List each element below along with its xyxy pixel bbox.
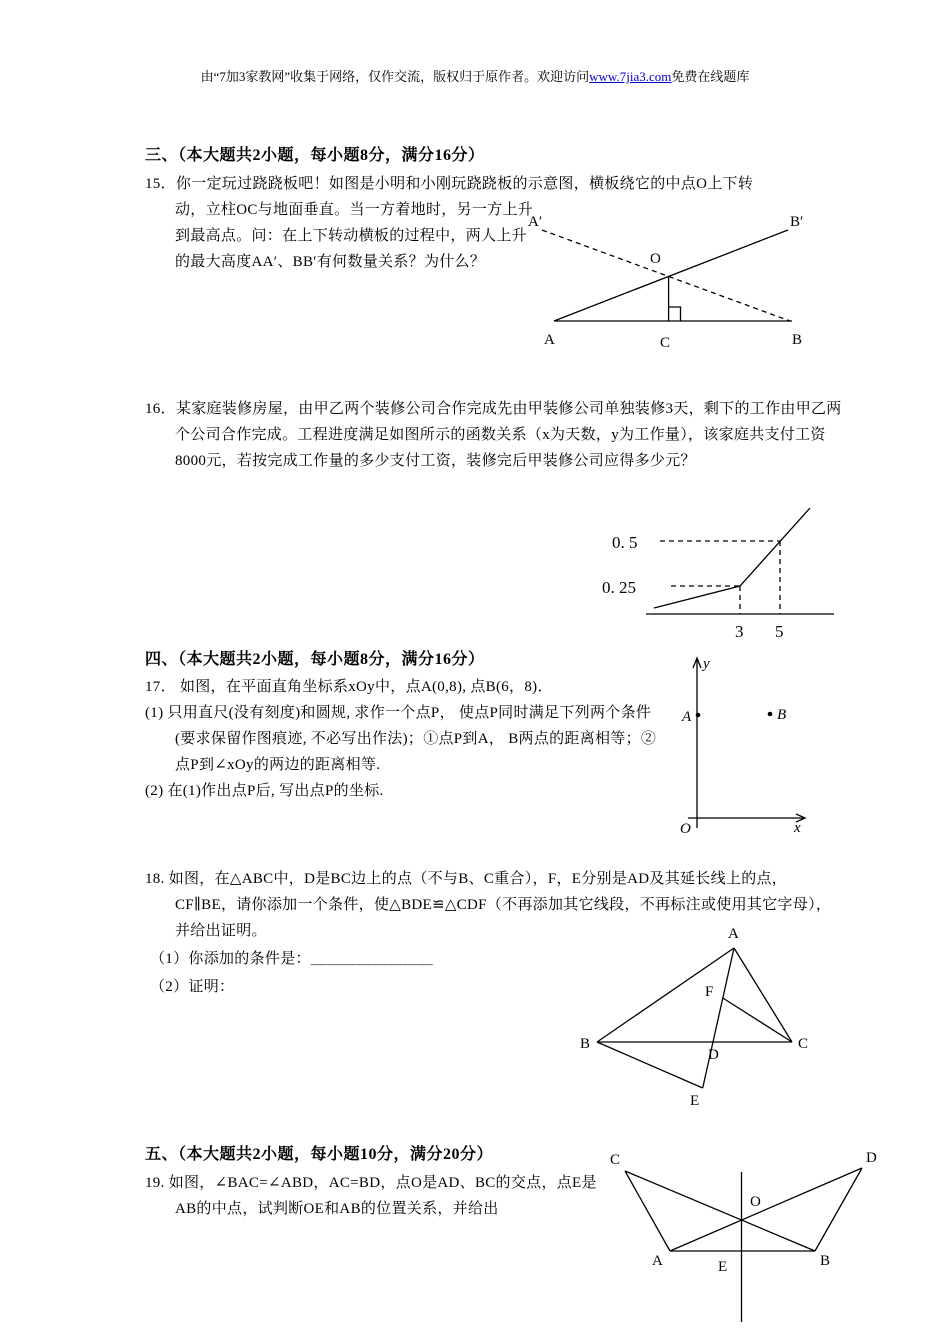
fig18-label-e: E	[690, 1093, 700, 1109]
figure-19-crossing-figure	[600, 1146, 900, 1331]
section-5-heading: 五、（本大题共2小题，每小题10分，满分20分）	[145, 1146, 494, 1163]
fig17-label-y: y	[703, 656, 710, 672]
fig17-point-b-dot	[768, 712, 773, 717]
problem-19-body: 19. 如图，∠BAC=∠ABD，AC=BD，点O是AD、BC的交点，点E是AB的中点，试判断OE和AB的位置关系，并给出	[145, 1175, 597, 1217]
fig18-label-c: C	[798, 1036, 809, 1052]
fig18-label-b: B	[580, 1036, 591, 1052]
fig18-line-cf	[723, 998, 792, 1042]
fig19-label-d: D	[866, 1150, 877, 1166]
problem-18-item1: （1）你添加的条件是：＿＿＿＿＿＿＿＿	[150, 951, 434, 967]
fig16-lines	[646, 508, 834, 614]
fig18-line-be	[597, 1042, 703, 1088]
fig19-line-cb	[625, 1171, 815, 1251]
fig18-line-ab	[597, 948, 734, 1042]
problem-17-line1: 17． 如图，在平面直角坐标系xOy中，点A(0,8), 点B(6，8)．	[145, 679, 553, 695]
figure-19-svg	[600, 1146, 900, 1331]
fig19-lines	[625, 1168, 862, 1322]
fig15-label-b: B	[792, 332, 803, 348]
fig15-lines	[542, 230, 792, 321]
fig15-right-angle-mark	[669, 307, 681, 321]
fig19-label-e: E	[718, 1259, 728, 1275]
problem-18-item2: （2）证明：	[150, 979, 235, 995]
figure-18-triangle	[572, 920, 827, 1120]
fig19-label-o: O	[750, 1194, 761, 1210]
document-header	[0, 66, 950, 85]
fig16-label-0-25: 0. 25	[602, 578, 636, 597]
problem-18-body: 18. 如图，在△ABC中，D是BC边上的点（不与B、C重合），F，E分别是AD及其延长线上的点，CF∥BE，请你添加一个条件，使△BDE≌△CDF（不再添加其它线段，不再标注或使用其它字母）， 并给出证明。	[145, 871, 832, 939]
figure-18-svg	[572, 920, 827, 1120]
fig18-lines	[597, 948, 792, 1088]
section-3-heading: 三、（本大题共2小题，每小题8分，满分16分）	[145, 147, 485, 164]
fig19-label-c: C	[610, 1152, 621, 1168]
fig18-line-ac	[734, 948, 792, 1042]
fig16-progress-line	[654, 508, 810, 608]
fig15-label-c: C	[660, 335, 671, 351]
figure-17-svg	[652, 648, 817, 846]
fig16-label-5: 5	[775, 622, 784, 641]
problem-15-body: 动，立柱OC与地面垂直。当一方着地时，另一方上升到最高点。问：在上下转动横板的过程中，两人上升的最大高度AA′、BB′有何数量关系？为什么？	[175, 202, 534, 270]
fig16-label-0-5: 0. 5	[612, 533, 638, 552]
fig19-line-ca	[625, 1171, 670, 1251]
problem-15-intro: 15．你一定玩过跷跷板吧！如图是小明和小刚玩跷跷板的示意图，横板绕它的中点O上下转	[145, 176, 754, 192]
fig17-label-a: A	[682, 709, 692, 725]
problem-17-item2: (2) 在(1)作出点P后, 写出点P的坐标.	[145, 783, 384, 799]
header-suffix-text: 免费在线题库	[671, 69, 750, 84]
figure-17-coordinate-plane	[652, 648, 817, 846]
figure-16-svg	[598, 496, 848, 648]
fig15-label-b-prime: B′	[790, 214, 804, 230]
fig17-label-b: B	[777, 707, 787, 723]
figure-15-svg	[522, 203, 822, 353]
fig19-line-ad	[670, 1168, 862, 1251]
figure-16-graph	[598, 496, 848, 648]
fig15-label-a-prime: A′	[528, 214, 543, 230]
fig19-line-db	[815, 1168, 862, 1251]
problem-17-item1: (1) 只用直尺(没有刻度)和圆规, 求作一个点P， 使点P同时满足下列两个条件(要求保留作图痕迹, 不必写出作法)；①点P到A， B两点的距离相等；②点P到∠xOy的两边的距离相等.	[145, 705, 657, 773]
header-prefix-text: 由“7加3家教网”收集于网络，仅作交流，版权归于原作者。欢迎访问	[200, 69, 590, 84]
fig18-line-ae	[703, 948, 734, 1088]
fig19-label-a: A	[652, 1253, 663, 1269]
fig16-label-3: 3	[735, 622, 744, 641]
fig15-label-a: A	[544, 332, 555, 348]
fig17-point-a-dot	[696, 713, 701, 718]
fig17-label-o: O	[680, 821, 691, 837]
section-4-heading: 四、（本大题共2小题，每小题8分，满分16分）	[145, 651, 485, 668]
fig18-label-d: D	[708, 1047, 719, 1063]
fig19-label-b: B	[820, 1253, 831, 1269]
figure-15-seesaw	[522, 203, 822, 353]
fig18-label-a: A	[728, 926, 739, 942]
fig17-label-x: x	[794, 820, 801, 836]
fig18-label-f: F	[705, 984, 714, 1000]
fig15-label-o: O	[650, 251, 661, 267]
fig17-lines	[688, 658, 805, 828]
header-site-link[interactable]: www.7jia3.com	[589, 69, 672, 84]
problem-16-body: 16．某家庭装修房屋，由甲乙两个装修公司合作完成先由甲装修公司单独装修3天，剩下的工作由甲乙两个公司合作完成。工程进度满足如图所示的函数关系（x为天数，y为工作量），该家庭共支付工资8000元，若按完成工作量的多少支付工资，装修完后甲装修公司应得多少元？	[145, 401, 842, 469]
